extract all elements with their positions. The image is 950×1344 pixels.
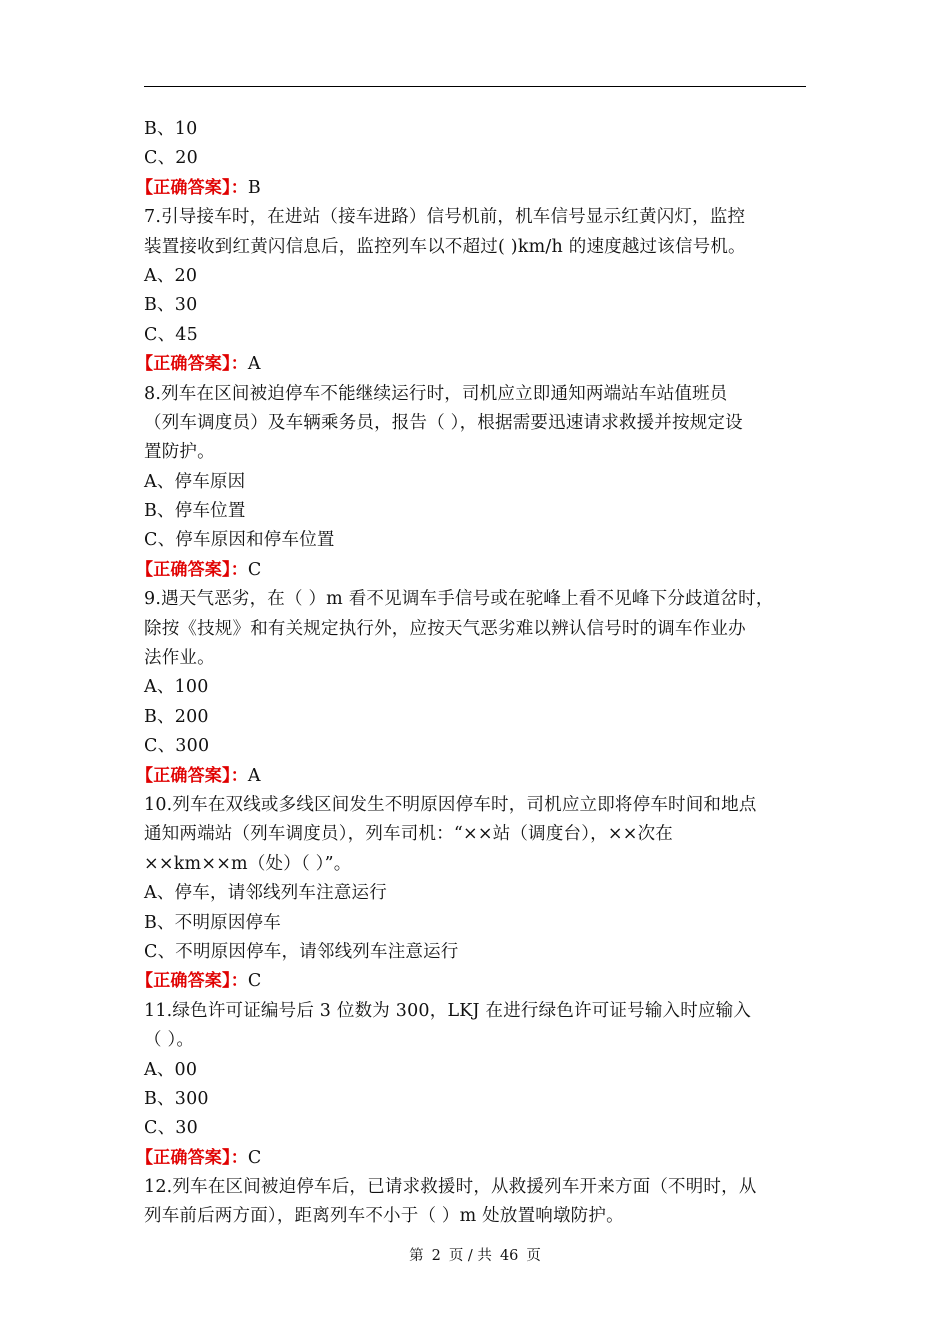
answer-line [136,556,808,585]
question-line: ××km××m（处）（ ）”。 [144,853,352,874]
answer-label: 【正确答案】： [136,559,248,580]
option-line: C、300 [144,736,210,757]
header-rule [144,86,806,87]
question-line: 12.列车在区间被迫停车后，已请求救援时，从救援列车开来方面（不明时，从 [144,1177,757,1198]
question-line: 9.遇天气恶劣，在（ ）m 看不见调车手信号或在驼峰上看不见峰下分歧道岔时， [144,589,774,610]
question-line: 列车前后两方面），距离列车不小于（ ）m 处放置响墩防护。 [144,1206,624,1227]
answer-value: B [247,177,261,198]
option-line: C、30 [144,1118,198,1139]
question-line: 10.列车在双线或多线区间发生不明原因停车时，司机应立即将停车时间和地点 [144,794,757,815]
footer-prefix: 第 [409,1248,424,1264]
question-line: （列车调度员）及车辆乘务员，报告（ ），根据需要迅速请求救援并按规定设 [144,412,743,433]
answer-line [136,967,808,996]
option-line: B、30 [144,295,198,316]
question-line: 装置接收到红黄闪信息后，监控列车以不超过( )km/h 的速度越过该信号机。 [144,236,746,257]
answer-label: 【正确答案】： [136,354,248,375]
question-line: （ ）。 [144,1030,195,1051]
answer-value: C [247,1147,262,1168]
answer-label: 【正确答案】： [136,1147,248,1168]
option-line: A、停车，请邻线列车注意运行 [144,883,387,904]
option-line: B、停车位置 [144,501,246,522]
footer-suffix: 页 [526,1248,541,1264]
answer-value: C [247,559,262,580]
question-line: 置防护。 [144,442,215,463]
option-line: B、300 [144,1088,209,1109]
option-line: B、200 [144,706,209,727]
option-line: C、45 [144,324,198,345]
answer-label: 【正确答案】： [136,971,248,992]
option-line: B、10 [144,119,198,139]
option-line: A、停车原因 [144,471,246,492]
answer-value: C [247,971,262,992]
question-line: 除按《技规》和有关规定执行外，应按天气恶劣难以辨认信号时的调车作业办 [144,618,746,639]
answer-line [136,350,808,379]
answer-line [136,174,808,203]
option-line: C、不明原因停车，请邻线列车注意运行 [144,941,459,962]
answer-value: A [247,765,261,786]
footer-mid: 页 / 共 [448,1248,492,1264]
option-line: A、00 [144,1059,198,1080]
footer-page-number: 2 [431,1248,441,1264]
question-line: 7.引导接车时，在进站（接车进路）信号机前，机车信号显示红黄闪灯，监控 [144,207,746,228]
question-line: 通知两端站（列车调度员），列车司机：“××站（调度台），××次在 [144,824,673,845]
option-line: B、不明原因停车 [144,912,281,933]
option-line: A、20 [144,265,198,286]
question-line: 11.绿色许可证编号后 3 位数为 300，LKJ 在进行绿色许可证号输入时应输入 [144,1000,752,1021]
footer-total-pages: 46 [499,1248,519,1264]
answer-label: 【正确答案】： [136,765,248,786]
answer-line [136,762,808,791]
question-line: 8.列车在区间被迫停车不能继续运行时，司机应立即通知两端站车站值班员 [144,383,728,404]
answer-label: 【正确答案】： [136,177,248,198]
question-line: 法作业。 [144,648,215,669]
option-line: C、停车原因和停车位置 [144,530,335,551]
option-line: A、100 [144,677,209,698]
option-line: C、20 [144,148,198,169]
page-footer [0,1244,950,1265]
answer-line [136,1144,808,1173]
document-body [136,115,808,1232]
answer-value: A [247,354,261,375]
